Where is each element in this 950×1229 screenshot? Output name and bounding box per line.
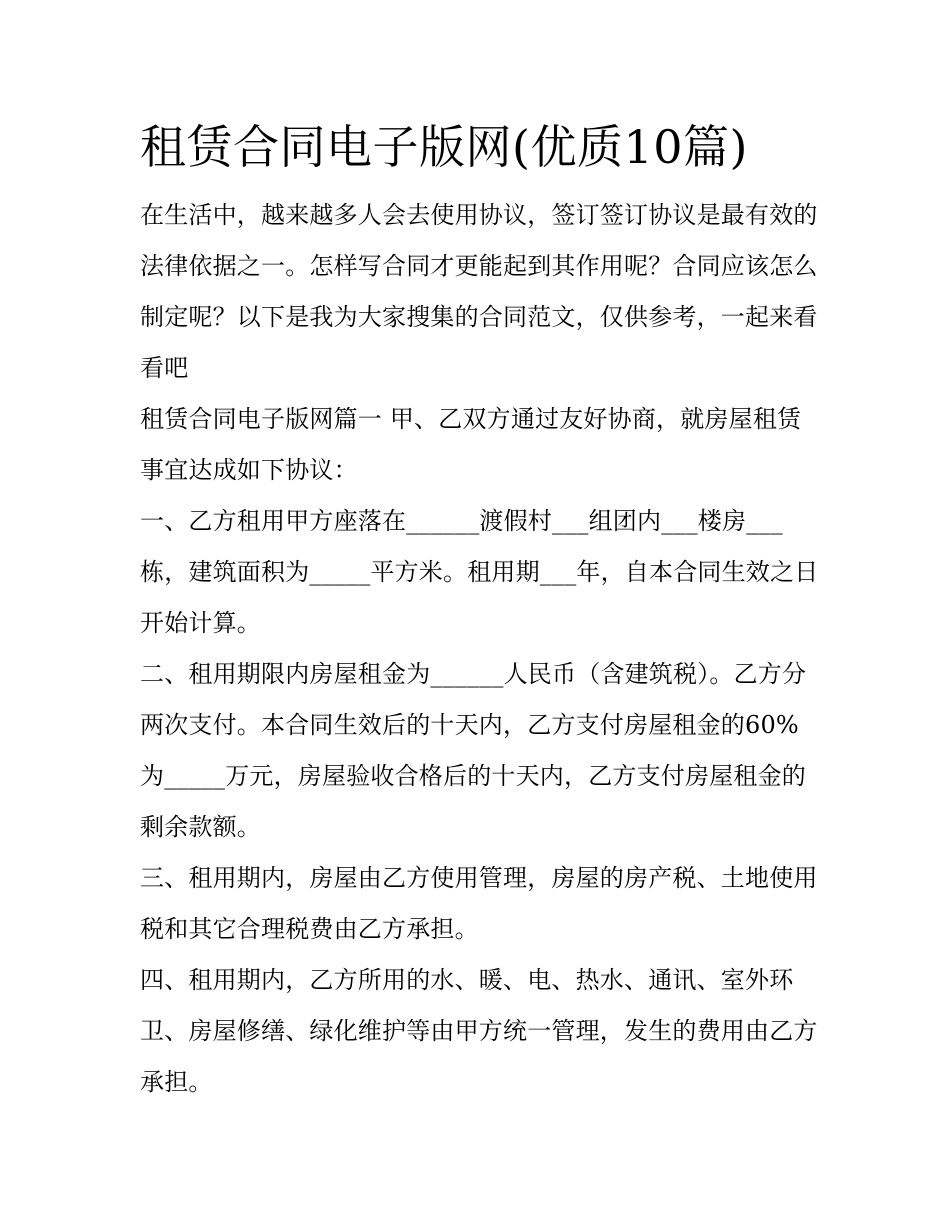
document-title: 租赁合同电子版网(优质10篇)	[140, 120, 748, 174]
clause-1-paragraph: 一、乙方租用甲方座落在______渡假村___组团内___楼房___栋，建筑面积为_____平方米。租用期___年，自本合同生效之日开始计算。	[140, 507, 819, 637]
document-page	[140, 112, 820, 1108]
section-heading-paragraph: 租赁合同电子版网篇一 甲、乙双方通过友好协商，就房屋租赁事宜达成如下协议：	[140, 405, 802, 484]
intro-paragraph: 在生活中，越来越多人会去使用协议，签订签订协议是最有效的法律依据之一。怎样写合同才更能起到其作用呢？合同应该怎么制定呢？以下是我为大家搜集的合同范文，仅供参考，一起来看看吧	[140, 201, 818, 382]
clause-4-paragraph: 四、租用期内，乙方所用的水、暖、电、热水、通讯、室外环卫、房屋修缮、绿化维护等由甲方统一管理，发生的费用由乙方承担。	[140, 966, 818, 1096]
clause-3-paragraph: 三、租用期内，房屋由乙方使用管理，房屋的房产税、土地使用税和其它合理税费由乙方承担。	[140, 864, 818, 943]
clause-2-paragraph: 二、租用期限内房屋租金为______人民币（含建筑税）。乙方分两次支付。本合同生效后的十天内，乙方支付房屋租金的60%为_____万元，房屋验收合格后的十天内，乙方支付房屋租金的剩余款额。	[140, 660, 807, 841]
